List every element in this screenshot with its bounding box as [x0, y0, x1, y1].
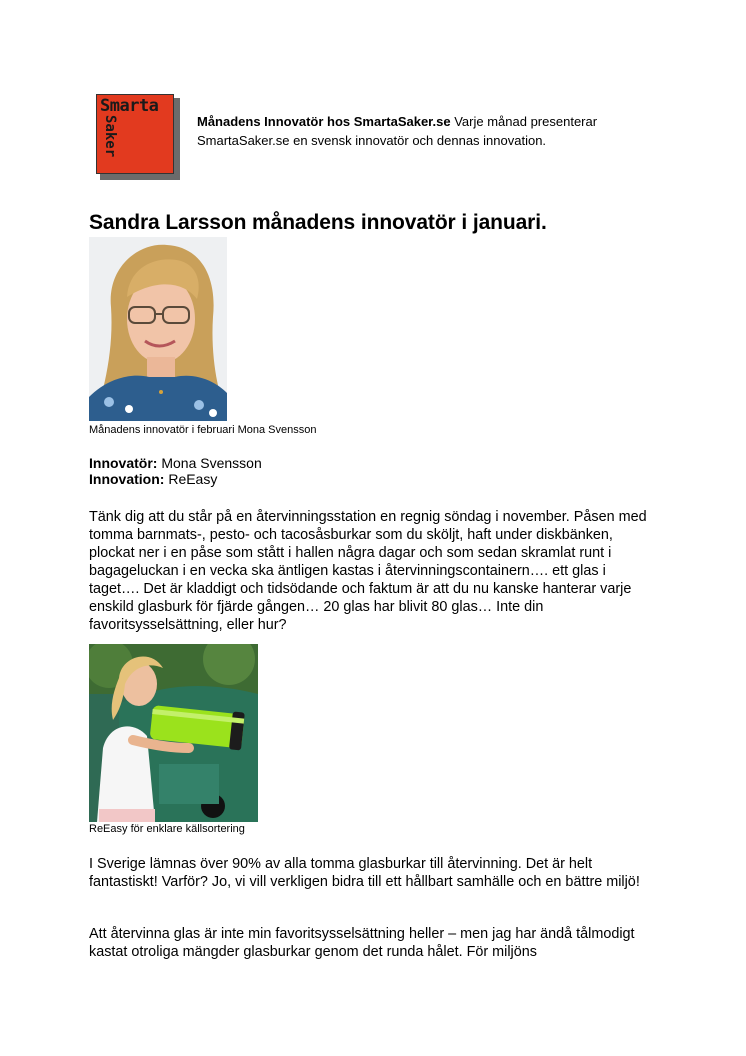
innovator-label: Innovatör: — [89, 455, 158, 471]
header-intro — [197, 112, 667, 150]
paragraph-intro: Tänk dig att du står på en återvinningsstation en regnig söndag i november. Påsen med tomma barnmats-, pesto- och tacosåsburkar som du sköljt, haft under diskbänken, plockat ner i en påse som stått i hallen några dagar och som sedan skramlat runt i bagageluckan i en vecka ska äntligen kastas i återvinningscontainern…. ett glas i taget…. Det är kladdigt och tidsödande och faktum är att du nu kanske hanterar varje enskild glasburk för fjärde gången… 20 glas har blivit 80 glas… Inte din favoritsysselsättning, eller hur? — [89, 509, 647, 633]
paragraph-personal: Att återvinna glas är inte min favoritsysselsättning heller – men jag har ändå tålmodigt kastat otroliga mängder glasburkar genom det runda hålet. För miljöns — [89, 926, 635, 960]
innovator-portrait — [89, 237, 227, 421]
product-illustration — [89, 644, 258, 822]
paragraph-statistics: I Sverige lämnas över 90% av alla tomma glasburkar till återvinning. Det är helt fantastiskt! Varför? Jo, vi vill verkligen bidra till ett hållbart samhälle och en bättre miljö! — [89, 856, 640, 890]
header-description: Varje månad presenterar SmartaSaker.se en svensk innovatör och dennas innovation. — [197, 114, 598, 148]
photo-caption: ReEasy för enklare källsortering — [89, 823, 245, 835]
reeasy-photo — [89, 644, 258, 822]
innovation-label: Innovation: — [89, 471, 165, 487]
innovation-line — [89, 471, 262, 487]
innovator-line — [89, 455, 262, 471]
innovation-name: ReEasy — [164, 471, 218, 487]
header-title: Månadens Innovatör hos SmartaSaker.se — [197, 114, 451, 129]
logo-text-top: Smarta — [100, 96, 159, 116]
article-headline: Sandra Larsson månadens innovatör i januari. — [89, 211, 547, 234]
smartasaker-logo — [96, 94, 180, 180]
portrait-caption: Månadens innovatör i februari Mona Svensson — [89, 424, 317, 436]
logo-box — [96, 94, 174, 174]
innovator-name: Mona Svensson — [157, 455, 262, 471]
logo-text-side: Saker — [102, 115, 118, 158]
portrait-illustration — [89, 237, 227, 421]
innovator-info — [89, 455, 262, 487]
